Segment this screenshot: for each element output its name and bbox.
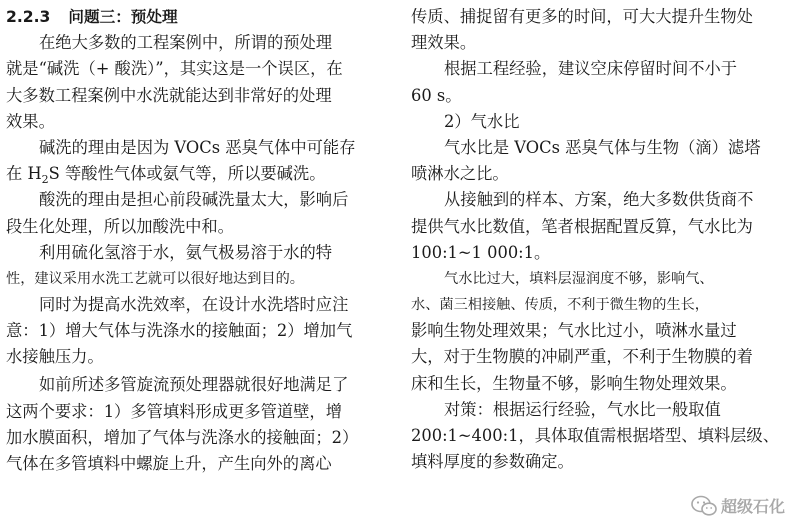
text-fragment: 在 H [6,164,42,184]
paragraph-line: 水接触压力。 [6,347,104,367]
wechat-logo-icon [691,495,717,517]
right-column [411,4,791,475]
paragraph-line: 200:1~400:1，具体取值需根据塔型、填料层级、 [411,426,779,445]
paragraph-line: 大，对于生物膜的冲刷严重，不利于生物膜的着 [411,347,753,367]
paragraph-line: 水、菌三相接触、传质，不利于微生物的生长， [411,297,709,314]
paragraph-line: 利用硫化氢溶于水，氨气极易溶于水的特 [39,242,333,262]
paragraph-line: 理效果。 [411,33,477,53]
paragraph-line: 意：1）增大气体与洗涤水的接触面；2）增加气 [6,321,353,341]
paragraph-line: 60 s。 [411,85,462,105]
subscript: 2 [41,173,49,187]
paragraph-line: 这两个要求：1）多管填料形成更多管道壁，增 [6,401,342,421]
left-column [6,4,386,477]
paragraph-line: 在绝大多数的工程案例中，所谓的预处理 [39,33,333,53]
section-heading [6,4,386,30]
paragraph-line: 从接触到的样本、方案，绝大多数供货商不 [444,190,754,210]
paragraph-line: 气水比过大，填料层湿润度不够，影响气、 [444,270,714,287]
paragraph-line: 段生化处理，所以加酸洗中和。 [6,216,234,236]
paragraph-line: 碱洗的理由是因为 VOCs 恶臭气体中可能存 [39,137,356,157]
watermark [691,494,785,517]
paragraph-line: 如前所述多管旋流预处理器就很好地满足了 [39,374,349,394]
paragraph-line: 床和生长，生物量不够，影响生物处理效果。 [411,373,737,393]
paragraph-line: 气体在多管填料中螺旋上升，产生向外的离心 [6,454,332,473]
paragraph-line [6,161,386,187]
paragraph-line: 同时为提高水洗效率，在设计水洗塔时应注 [39,295,349,315]
paragraph-line: 100:1~1 000:1。 [411,242,551,262]
paragraph-line: 加水膜面积，增加了气体与洗涤水的接触面；2） [6,427,359,447]
paragraph-line: 大多数工程案例中水洗就能达到非常好的处理 [6,85,332,105]
paragraph-line: 效果。 [6,111,55,131]
section-title: 问题三：预处理 [68,8,178,26]
paragraph-line: 喷淋水之比。 [411,164,509,184]
section-number: 2.2.3 [6,8,51,26]
paragraph-line: 传质、捕捉留有更多的时间，可大大提升生物处 [411,7,753,26]
paragraph-line: 提供气水比数值，笔者根据配置反算，气水比为 [411,216,753,236]
subheading: 2）气水比 [444,111,520,131]
paragraph-line: 性，建议采用水洗工艺就可以很好地达到目的。 [6,270,304,287]
watermark-text: 超级石化 [720,497,785,516]
paragraph-line: 填料厚度的参数确定。 [411,452,574,472]
paragraph-line: 根据工程经验，建议空床停留时间不小于 [444,59,738,79]
paragraph-line: 影响生物处理效果；气水比过小，喷淋水量过 [411,321,737,341]
paragraph-line: 酸洗的理由是担心前段碱洗量太大，影响后 [39,190,349,210]
paragraph-line: 对策：根据运行经验，气水比一般取值 [444,399,721,419]
text-fragment: S 等酸性气体或氨气等，所以要碱洗。 [48,164,326,184]
paragraph-line: 气水比是 VOCs 恶臭气体与生物（滴）滤塔 [444,137,761,157]
paragraph-line: 就是“碱洗（+ 酸洗）”，其实这是一个误区，在 [6,59,343,79]
